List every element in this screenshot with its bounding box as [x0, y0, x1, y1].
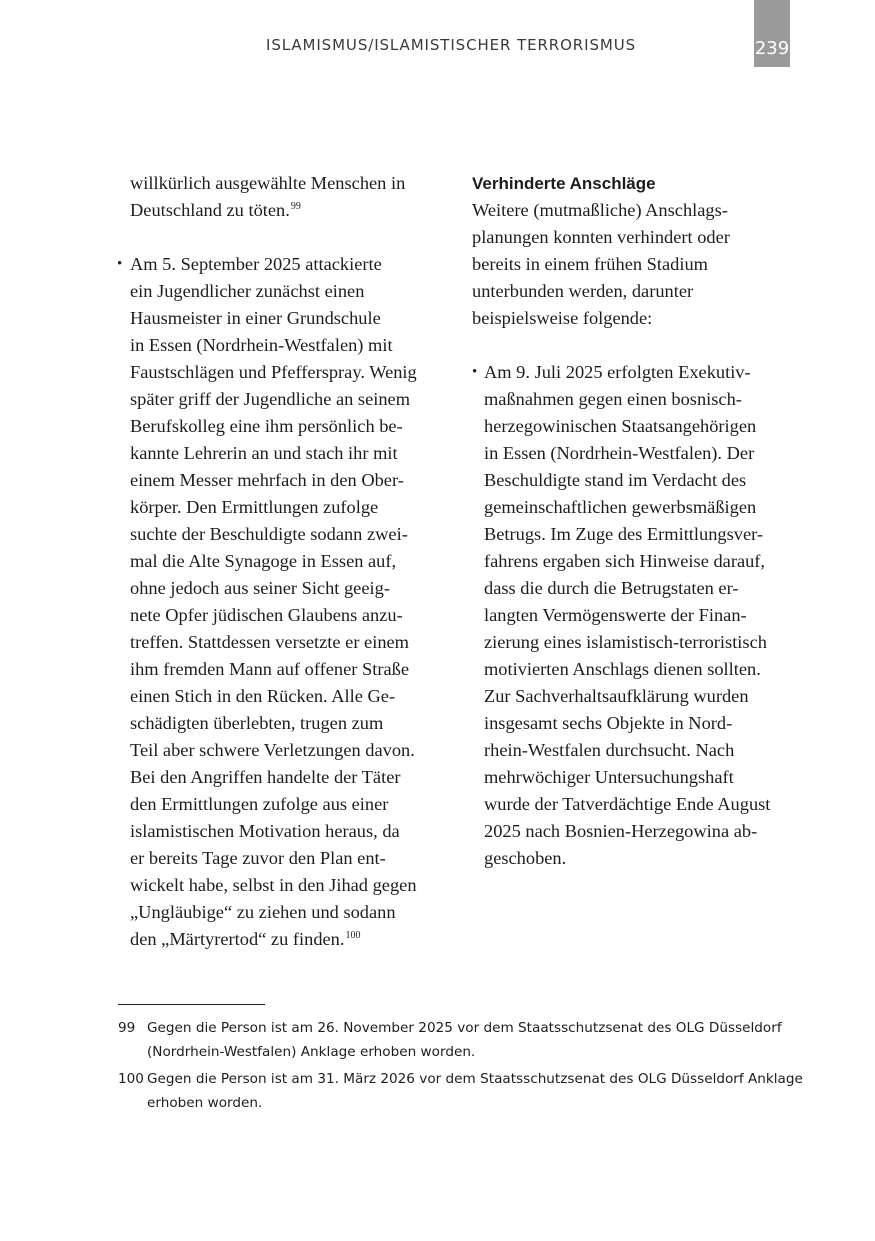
text-line: schädigten überlebten, trugen zum: [130, 713, 384, 733]
text-line-content: Deutschland zu töten.: [130, 200, 290, 220]
left-column: [117, 170, 442, 953]
text-line-content: den „Märtyrertod“ zu finden.: [130, 929, 345, 949]
text-line: später griff der Jugendliche an seinem: [130, 389, 411, 409]
text-line: herzegowinischen Staatsangehörigen: [484, 416, 757, 436]
text-line: Am 9. Juli 2025 erfolgten Exekutiv-: [484, 362, 751, 382]
text-line: Zur Sachverhaltsaufklärung wurden: [484, 686, 749, 706]
text-line: Beschuldigte stand im Verdacht des: [484, 470, 747, 490]
text-line: islamistischen Motivation heraus, da: [130, 821, 400, 841]
text-line: Betrugs. Im Zuge des Ermittlungsver-: [484, 524, 764, 544]
text-line: „Ungläubige“ zu ziehen und sodann: [130, 902, 396, 922]
footnote-ref-100: 100: [345, 930, 361, 941]
footnote-line: Gegen die Person ist am 26. November 2025 vor dem Staatsschutzsenat des OLG Düsseldorf: [147, 1020, 782, 1036]
text-line: körper. Den Ermittlungen zufolge: [130, 497, 379, 517]
text-line: Weitere (mutmaßliche) Anschlags-: [472, 200, 728, 220]
paragraph-gap: [130, 224, 442, 251]
text-line: in Essen (Nordrhein-Westfalen). Der: [484, 443, 755, 463]
text-line: einen Stich in den Rücken. Alle Ge-: [130, 686, 396, 706]
footnote-99: [118, 1016, 798, 1064]
bullet-icon: •: [117, 256, 123, 272]
text-line: Hausmeister in einer Grundschule: [130, 308, 381, 328]
footnote-ref-99: 99: [290, 201, 301, 212]
text-line: suchte der Beschuldigte sodann zwei-: [130, 524, 408, 544]
text-line: [130, 197, 442, 224]
text-line: mal die Alte Synagoge in Essen auf,: [130, 551, 397, 571]
footnote-line: Gegen die Person ist am 31. März 2026 vor dem Staatsschutzsenat des OLG Düsseldorf Anklage: [147, 1071, 803, 1087]
text-line: er bereits Tage zuvor den Plan ent-: [130, 848, 386, 868]
section-heading: Verhinderte Anschläge: [472, 174, 656, 193]
text-line: nete Opfer jüdischen Glaubens anzu-: [130, 605, 403, 625]
text-line: [130, 926, 442, 953]
bullet-item-executive-measures: [472, 359, 797, 872]
text-line: langten Vermögenswerte der Finan-: [484, 605, 747, 625]
text-line: zierung eines islamistisch-terroristisch: [484, 632, 767, 652]
footnote-line: (Nordrhein-Westfalen) Anklage erhoben worden.: [147, 1044, 476, 1060]
running-header-title: ISLAMISMUS/ISLAMISTISCHER TERRORISMUS: [266, 36, 637, 54]
text-line: unterbunden werden, darunter: [472, 281, 694, 301]
page-number-tab: [754, 0, 790, 67]
footnote-divider: [118, 1004, 265, 1005]
page-number: 239: [754, 38, 790, 59]
text-line: willkürlich ausgewählte Menschen in: [130, 173, 406, 193]
text-line: 2025 nach Bosnien-Herzegowina ab-: [484, 821, 758, 841]
text-line: den Ermittlungen zufolge aus einer: [130, 794, 389, 814]
text-line: fahrens ergaben sich Hinweise darauf,: [484, 551, 766, 571]
text-line: mehrwöchiger Untersuchungshaft: [484, 767, 734, 787]
footnote-text: [147, 1016, 798, 1064]
text-line: beispielsweise folgende:: [472, 308, 653, 328]
text-line: motivierten Anschlags dienen sollten.: [484, 659, 761, 679]
text-line: Teil aber schwere Verletzungen davon.: [130, 740, 415, 760]
text-line: insgesamt sechs Objekte in Nord-: [484, 713, 733, 733]
text-line: geschoben.: [484, 848, 567, 868]
text-line: Bei den Angriffen handelte der Täter: [130, 767, 401, 787]
text-line: Am 5. September 2025 attackierte: [130, 254, 382, 274]
text-line: einem Messer mehrfach in den Ober-: [130, 470, 404, 490]
text-line: maßnahmen gegen einen bosnisch-: [484, 389, 742, 409]
right-intro-paragraph: [472, 197, 797, 332]
footnote-line: erhoben worden.: [147, 1095, 263, 1111]
paragraph-gap: [472, 332, 797, 359]
footnote-number: 100: [118, 1071, 144, 1087]
left-intro-paragraph: [130, 170, 442, 224]
text-line: in Essen (Nordrhein-Westfalen) mit: [130, 335, 393, 355]
text-line: wickelt habe, selbst in den Jihad gegen: [130, 875, 417, 895]
text-line: kannte Lehrerin an und stach ihr mit: [130, 443, 398, 463]
bullet-item-essen-attack: [117, 251, 442, 953]
footnote-text: [147, 1067, 803, 1115]
text-line: rhein-Westfalen durchsucht. Nach: [484, 740, 735, 760]
footnote-number: 99: [118, 1020, 136, 1036]
text-line: wurde der Tatverdächtige Ende August: [484, 794, 771, 814]
text-line: Berufskolleg eine ihm persönlich be-: [130, 416, 403, 436]
text-line: Faustschlägen und Pfefferspray. Wenig: [130, 362, 417, 382]
text-line: planungen konnten verhindert oder: [472, 227, 730, 247]
text-line: ohne jedoch aus seiner Sicht geeig-: [130, 578, 390, 598]
bullet-icon: •: [472, 364, 478, 380]
text-line: dass die durch die Betrugstaten er-: [484, 578, 739, 598]
text-line: ihm fremden Mann auf offener Straße: [130, 659, 409, 679]
text-line: treffen. Stattdessen versetzte er einem: [130, 632, 409, 652]
text-line: gemeinschaftlichen gewerbsmäßigen: [484, 497, 757, 517]
footnote-100: [118, 1067, 803, 1115]
text-line: ein Jugendlicher zunächst einen: [130, 281, 365, 301]
text-line: bereits in einem frühen Stadium: [472, 254, 708, 274]
right-column: [472, 170, 797, 872]
